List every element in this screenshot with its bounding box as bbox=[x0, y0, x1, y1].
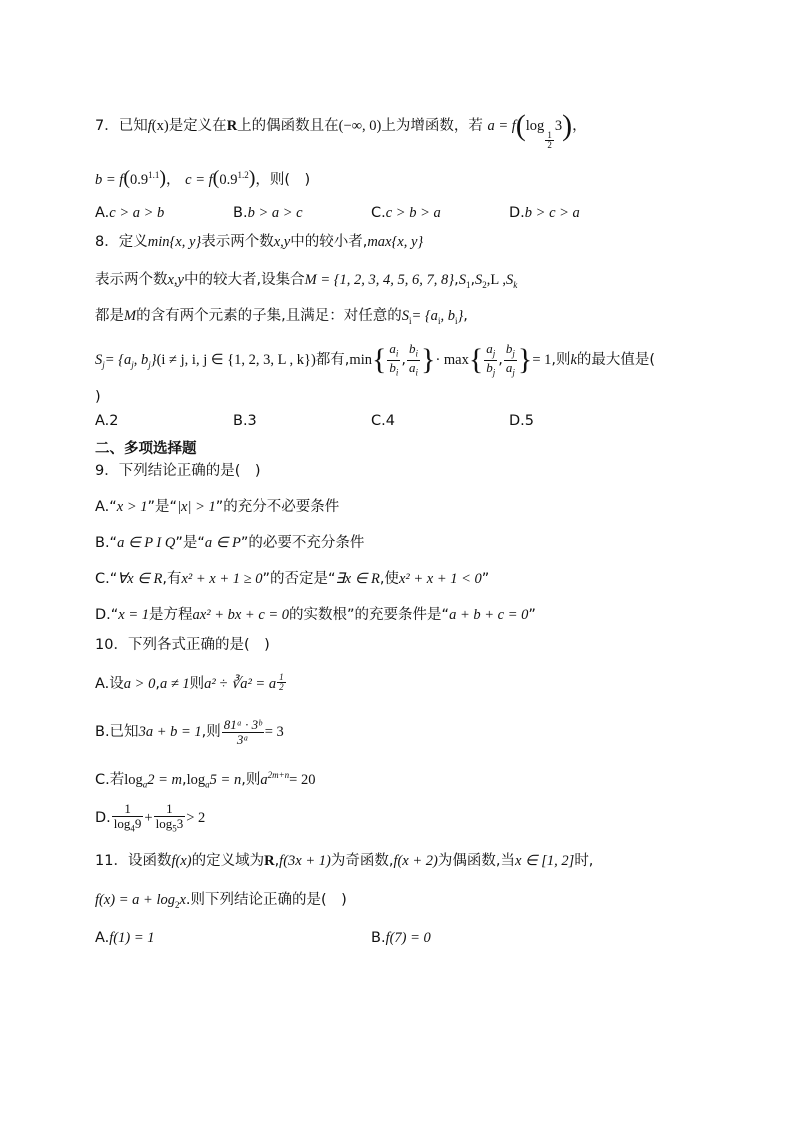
q8-options bbox=[95, 410, 704, 432]
q7-x: (x) bbox=[151, 118, 169, 134]
q9-option-d[interactable]: D.“x = 1是方程ax² + bx + c = 0的实数根”的充要条件是“a + b + c = 0” bbox=[95, 607, 536, 623]
q10-d-frac1: $\frac{1}{\log_49}$ bbox=[113, 801, 142, 834]
q7-c-def: c = f bbox=[185, 171, 213, 188]
q11-option-a[interactable]: A.f(1) = 1 bbox=[95, 930, 155, 946]
q10-title: 10．下列各式正确的是( ) bbox=[95, 637, 270, 653]
q8-line1: 8．定义min{x, y}表示两个数x,y中的较小者,max{x, y} bbox=[95, 234, 424, 250]
q11-line1: 11．设函数f(x)的定义域为R,f(3x + 1)为奇函数,f(x + 2)为偶函数,当x ∈ [1, 2]时, bbox=[95, 853, 594, 869]
q8-line2: 表示两个数x,y中的较大者,设集合M = {1, 2, 3, 4, 5, 6, 7, $8\},S_1,S_2,L$ $,S_k$ bbox=[95, 272, 518, 290]
q11-options bbox=[95, 926, 704, 950]
q10-option-a[interactable]: A.设a > 0,a ≠ 1则a² ÷ ∛a² = a $\frac{1}{2}$ bbox=[95, 672, 284, 693]
q10-option-d[interactable]: D. $\frac{1}{\log_49}$ + $\frac{1}{\log_53}$ > 2 bbox=[95, 801, 206, 834]
q7-R: R bbox=[226, 118, 238, 134]
q8-max-def: max{x, y} bbox=[367, 234, 424, 250]
q8-frac-bj-aj: $\frac{b_j}{a_j}$ bbox=[505, 341, 515, 378]
q7-line2: $b = f(0.9^{1.1})$， $c = f(0.9^{1.2})$，则( ) bbox=[95, 166, 311, 189]
q10-a-exponent: $\frac{1}{2}$ bbox=[279, 672, 284, 693]
q7-option-d[interactable]: D.b > c > a bbox=[509, 205, 580, 221]
q9-option-b[interactable]: B.“a ∈ P I Q”是“a ∈ P”的必要不充分条件 bbox=[95, 535, 365, 551]
q11-line2: $f(x) = a + \log_2x$.则下列结论正确的是( ) bbox=[95, 892, 347, 910]
q7-log-arg: 3 bbox=[554, 118, 563, 134]
q7-paren-close: ) bbox=[562, 109, 573, 142]
q8-line5: ) bbox=[95, 389, 101, 405]
q10-option-b[interactable]: B.已知3a + b = 1,则 $\frac{\text{81ᵃ · 3ᵇ}}{\text{3ᵃ}}$ = 3 bbox=[95, 716, 284, 747]
q10-b-fraction: $\frac{\text{81ᵃ · 3ᵇ}}{\text{3ᵃ}}$ bbox=[223, 716, 262, 747]
q8-frac-ai-bi: $\frac{a_i}{b_i}$ bbox=[389, 341, 399, 378]
q8-frac-bi-ai: $\frac{b_i}{a_i}$ bbox=[409, 341, 419, 378]
q7-options bbox=[95, 202, 704, 224]
q9-title: 9．下列结论正确的是( ) bbox=[95, 463, 261, 479]
q7-option-a[interactable]: A.c > a > b bbox=[95, 205, 165, 221]
q7-f: f bbox=[147, 118, 152, 134]
q7-b-def: b = f bbox=[95, 171, 124, 188]
q7-option-b[interactable]: B.b > a > c bbox=[233, 205, 303, 221]
q7-option-c[interactable]: C.c > b > a bbox=[371, 205, 441, 221]
q10-option-c[interactable]: C.若$\log_a2 = m,\log_a5 = n$,则$a^{2m+n}= 20$ bbox=[95, 770, 316, 790]
q7-log: log bbox=[525, 118, 545, 134]
q8-option-a[interactable]: A.2 bbox=[95, 413, 119, 429]
q7-log-base: $\frac{1}{2}$ bbox=[547, 130, 552, 151]
q8-option-d[interactable]: D.5 bbox=[509, 413, 534, 429]
q9-option-c[interactable]: C.“∀x ∈ R,有x² + x + 1 ≥ 0”的否定是“∃x ∈ R,使x² + x + 1 < 0” bbox=[95, 571, 490, 587]
q8-index-condition: (i ≠ j, i, j ∈ {1, 2, 3, L , k}) bbox=[156, 352, 316, 368]
q7-text1: 是定义在 bbox=[168, 118, 227, 134]
q11-option-b[interactable]: B.f(7) = 0 bbox=[371, 930, 431, 946]
q8-option-b[interactable]: B.3 bbox=[233, 413, 257, 429]
q10-d-frac2: $\frac{1}{\log_53}$ bbox=[155, 801, 184, 834]
q9-option-a[interactable]: A.“x > 1”是“|x| > 1”的充分不必要条件 bbox=[95, 499, 340, 515]
q8-set-M: M = {1, 2, 3, 4, 5, 6, 7, 8} bbox=[304, 272, 455, 288]
q7-text3: 上为增函数，若 bbox=[381, 118, 483, 134]
q7-number: 7．已知 bbox=[95, 118, 148, 134]
section-title: 二、多项选择题 bbox=[95, 441, 197, 457]
q7-paren-open: ( bbox=[515, 109, 526, 142]
q8-frac-aj-bj: $\frac{a_j}{b_j}$ bbox=[486, 341, 496, 378]
q8-min-def: min{x, y} bbox=[147, 234, 202, 250]
q8-line4: $S_j= \{a_j$, $b_j\}(i \ne j$, i, j ∈ {1, 2, 3, L , k})都有,min{ $\frac{a_i}{b_i}$ , $\frac{b_i}{a_i}$ }· max{ $\frac{a_j}{b_j}$ , $\frac{b_j}{a_j}$ }= 1,则k的最大值是( bbox=[95, 341, 656, 378]
q7-text2: 上的偶函数且在 bbox=[237, 118, 339, 134]
q7-line1: 7．已知f(x)是定义在R上的偶函数且在(−∞, 0)上为增函数，若 a = f(log $\frac{1}{2}$ 3)， bbox=[95, 109, 587, 151]
q7-a-def: a = f bbox=[487, 118, 516, 134]
q8-line3: 都是M的含有两个元素的子集,且满足：对任意的$S_i= \{a_i$, $b_i$}, bbox=[95, 308, 468, 326]
q7-interval: (−∞, 0) bbox=[338, 118, 382, 134]
q8-option-c[interactable]: C.4 bbox=[371, 413, 395, 429]
